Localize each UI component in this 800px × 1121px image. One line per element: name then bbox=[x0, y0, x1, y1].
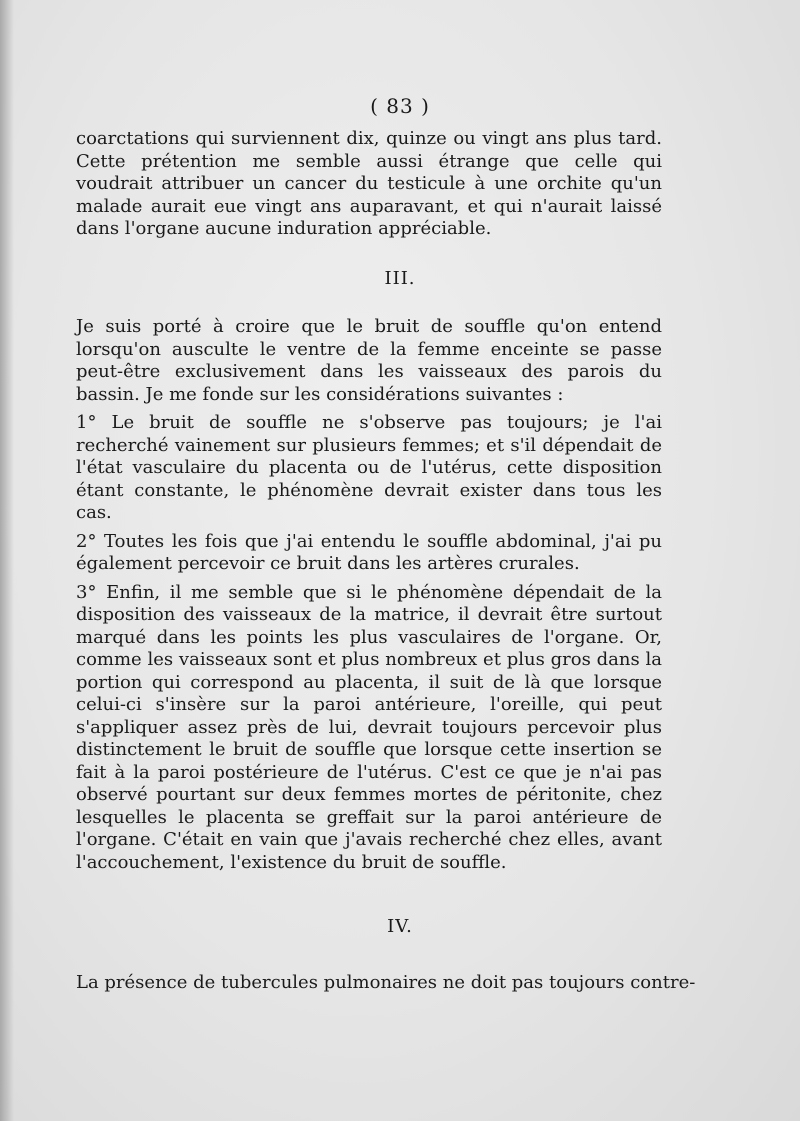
section-iv-intro: La présence de tubercules pulmonaires ne doit pas toujours contre- bbox=[76, 972, 696, 993]
page-number: ( 83 ) bbox=[370, 94, 430, 118]
section-heading-iv: IV. bbox=[387, 916, 413, 937]
page-gutter-shadow bbox=[0, 0, 14, 1121]
section-iii-point-1: 1° Le bruit de souffle ne s'observe pas toujours; je l'ai recherché vainement sur plusieurs femmes; et s'il dépendait de l'état vasculaire du placenta ou de l'utérus, cette disposition étant constante, le phénomène devrait exister dans tous les cas. bbox=[76, 412, 662, 523]
section-iii-point-3: 3° Enfin, il me semble que si le phénomène dépendait de la disposition des vaisseaux de la matrice, il devrait être surtout marqué dans les points les plus vasculaires de l'organe. Or, comme les vaisseaux sont et plus nombreux et plus gros dans la portion qui correspond au placenta, il suit de là que lorsque celui-ci s'insère sur la paroi antérieure, l'oreille, qui peut s'appliquer assez près de lui, devrait toujours percevoir plus distinctement le bruit de souffle que lorsque cette insertion se fait à la paroi postérieure de l'utérus. C'est ce que je n'ai pas observé pourtant sur deux femmes mortes de péritonite, chez lesquelles le placenta se greffait sur la paroi antérieure de l'organe. C'était en vain que j'avais recherché chez elles, avant l'accouchement, l'existence du bruit de souffle. bbox=[76, 581, 662, 873]
section-iii-body bbox=[76, 316, 662, 874]
section-iii-point-2: 2° Toutes les fois que j'ai entendu le souffle abdominal, j'ai pu également percevoir ce bruit dans les artères crurales. bbox=[76, 530, 662, 574]
opening-paragraph-block bbox=[76, 128, 662, 241]
opening-paragraph: coarctations qui surviennent dix, quinze ou vingt ans plus tard. Cette prétention me semble aussi étrange que celle qui voudrait attribuer un cancer du testicule à une orchite qu'un malade aurait eue vingt ans auparavant, et qui n'aurait laissé dans l'organe aucune induration appréciable. bbox=[76, 128, 662, 239]
section-heading-iii: III. bbox=[384, 268, 416, 289]
section-iii-intro: Je suis porté à croire que le bruit de souffle qu'on entend lorsqu'on ausculte le ventre de la femme enceinte se passe peut-être exclusivement dans les vaisseaux des parois du bassin. Je me fonde sur les considérations suivantes : bbox=[76, 316, 662, 405]
